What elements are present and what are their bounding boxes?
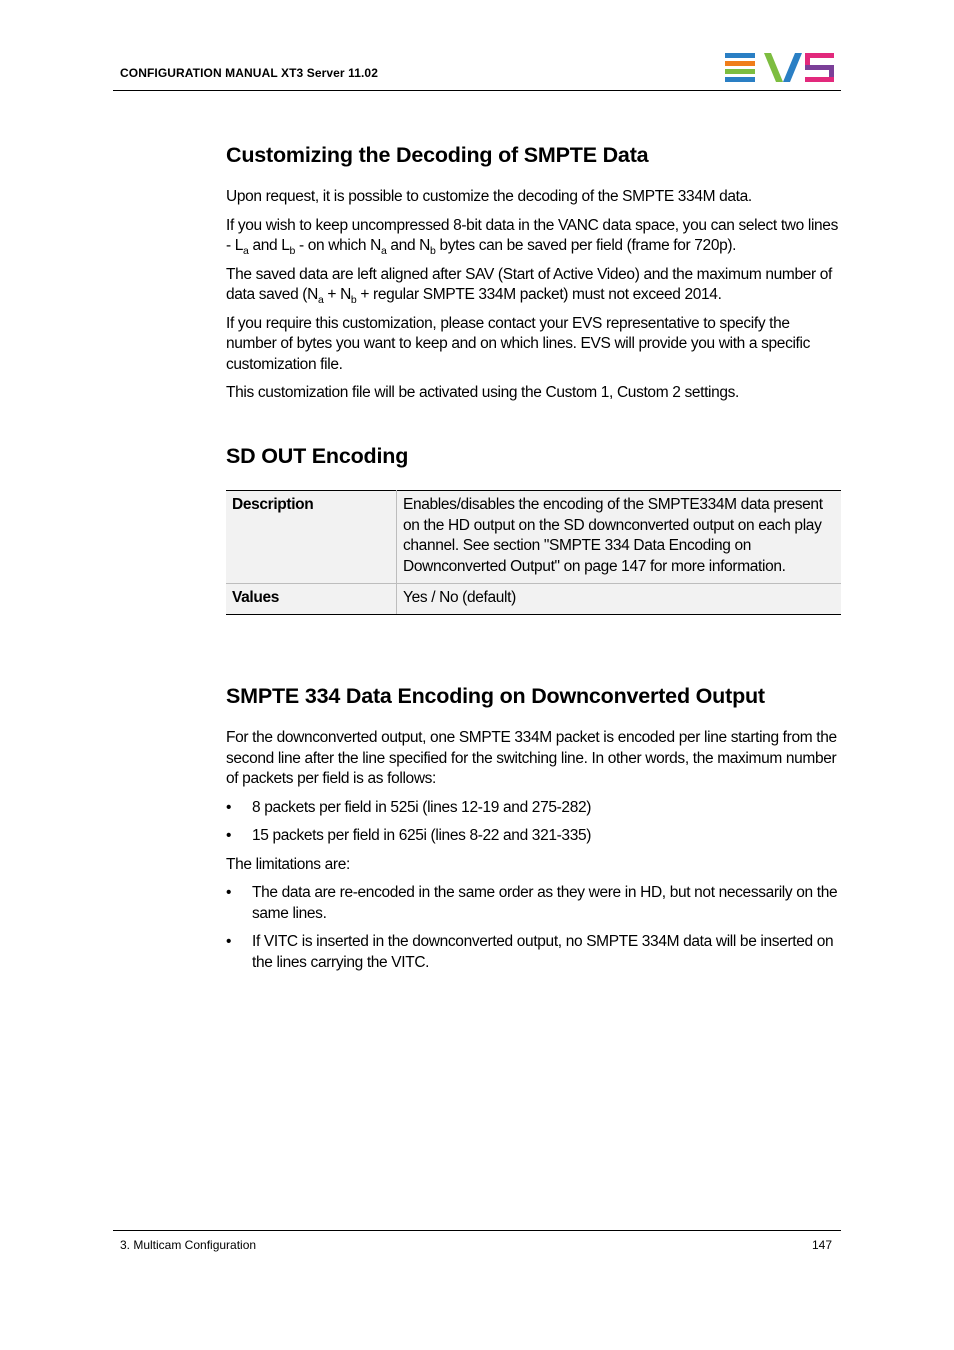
header-title: CONFIGURATION MANUAL XT3 Server 11.02 bbox=[120, 66, 378, 80]
settings-table bbox=[226, 490, 841, 615]
logo-s-bar-left bbox=[805, 53, 810, 66]
logo-e-bar-mid-a bbox=[725, 61, 755, 66]
paragraph: The limitations are: bbox=[226, 855, 350, 873]
section-heading: SMPTE 334 Data Encoding on Downconverted Output bbox=[226, 684, 765, 708]
bullet-marker: • bbox=[226, 884, 232, 901]
logo-e-bar-top bbox=[725, 53, 755, 58]
table-key: Values bbox=[226, 584, 397, 615]
table-row bbox=[226, 491, 841, 584]
logo-e-bar-mid-b bbox=[725, 69, 755, 74]
paragraph-lines: If you wish to keep uncompressed 8-bit data in the VANC data space, you can select two lines - $L_a$ and $L_b$ - on which $N_a$ and $N_b$ bytes can be saved per field (frame for 720p). bbox=[226, 216, 838, 257]
bullet-marker: • bbox=[226, 933, 232, 950]
list-item: • The data are re-encoded in the same order as they were in HD, but not necessarily on the same lines. bbox=[226, 884, 838, 922]
table-value: Yes / No (default) bbox=[397, 584, 842, 615]
table-key: Description bbox=[226, 491, 397, 584]
logo-s-bar-bottom bbox=[805, 77, 834, 82]
list-item: • 15 packets per field in 625i (lines 8-22 and 321-335) bbox=[226, 826, 841, 847]
paragraph: This customization file will be activated using the Custom 1, Custom 2 settings. bbox=[226, 384, 740, 401]
header-rule bbox=[113, 90, 841, 91]
section-sd-out bbox=[226, 443, 841, 615]
section-heading: Customizing the Decoding of SMPTE Data bbox=[226, 143, 649, 167]
logo-v-right bbox=[783, 53, 802, 82]
section-smpte-334 bbox=[226, 683, 841, 973]
paragraph: For the downconverted output, one SMPTE 334M packet is encoded per line starting from the second line after the line specified for the switching line. In other words, the maximum number of packets per field is as follows: bbox=[226, 729, 837, 787]
page-number: 147 bbox=[812, 1238, 833, 1252]
paragraph: Upon request, it is possible to customize the decoding of the SMPTE 334M data. bbox=[226, 188, 752, 205]
paragraph-saved-data: The saved data are left aligned after SAV (Start of Active Video) and the maximum number of data saved ($N_a + N_b$ + regular SMPTE 334M packet) must not exceed 2014. bbox=[226, 265, 832, 306]
list-item: • 8 packets per field in 525i (lines 12-19 and 275-282) bbox=[226, 798, 841, 819]
paragraph: If you require this customization, please contact your EVS representative to specify the number of bytes you want to keep and on which lines. EVS will provide you with a specific customization file. bbox=[226, 314, 811, 373]
table-row bbox=[226, 584, 841, 615]
logo-v-left bbox=[764, 53, 783, 82]
evs-logo bbox=[725, 53, 835, 83]
footer-chapter: 3. Multicam Configuration bbox=[120, 1238, 257, 1252]
section-heading: SD OUT Encoding bbox=[226, 444, 409, 468]
logo-e-bar-bottom bbox=[725, 77, 755, 82]
table-value: Enables/disables the encoding of the SMPTE334M data present on the HD output on the SD downconverted output on each play channel. See section "SMPTE 334 Data Encoding on Downconverted Output" on page 147 for more information. bbox=[397, 491, 842, 584]
section-customizing bbox=[226, 142, 841, 404]
footer-rule bbox=[113, 1230, 841, 1231]
list-item: • If VITC is inserted in the downconverted output, no SMPTE 334M data will be inserted on the lines carrying the VITC. bbox=[226, 933, 834, 971]
bullet-marker: • bbox=[226, 827, 232, 844]
bullet-marker: • bbox=[226, 798, 232, 816]
